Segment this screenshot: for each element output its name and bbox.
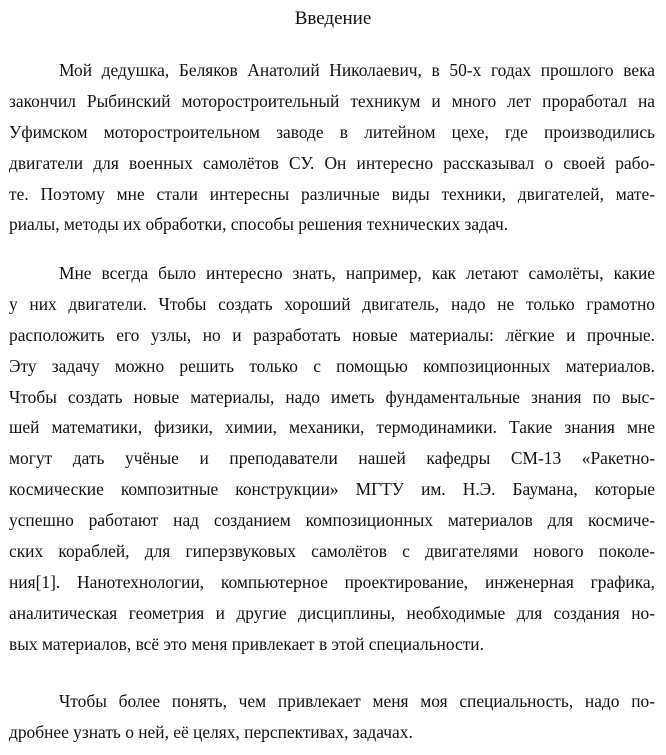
text-line: закончил Рыбинский моторостроительный техникум и много лет проработал на xyxy=(9,90,655,111)
text-line: дробнее узнать о ней, её целях, перспективах, задачах. xyxy=(9,721,413,742)
text-line: Эту задачу можно решить только с помощью композиционных материалов. xyxy=(9,355,655,376)
text-line: Мне всегда было интересно знать, например, как летают самолёты, какие xyxy=(59,263,655,283)
text-line: ния[1]. Нанотехнологии, компьютерное проектирование, инженерная графика, xyxy=(9,571,655,592)
text-line: расположить его узлы, но и разработать новые материалы: лёгкие и прочные. xyxy=(9,324,655,345)
paragraph-3 xyxy=(9,686,655,748)
text-line: Чтобы более понять, чем привлекает меня моя специальность, надо по- xyxy=(59,691,655,711)
text-line: вых материалов, всё это меня привлекает в этой специальности. xyxy=(9,633,484,654)
text-line: те. Поэтому мне стали интересны различные виды техники, двигателей, мате- xyxy=(9,183,655,204)
text-line: успешно работают над созданием композиционных материалов для космиче- xyxy=(9,510,655,531)
text-line: шей математики, физики, химии, механики, термодинамики. Такие знания мне xyxy=(9,417,655,438)
page-title: Введение xyxy=(294,8,372,29)
text-line: риалы, методы их обработки, способы решения технических задач. xyxy=(9,214,509,235)
paragraph-2 xyxy=(9,258,655,660)
text-line: Мой дедушка, Беляков Анатолий Николаевич, в 50-х годах прошлого века xyxy=(59,60,655,80)
text-line: ских кораблей, для гиперзвуковых самолётов с двигателями нового поколе- xyxy=(9,541,655,562)
text-line: у них двигатели. Чтобы создать хороший двигатель, надо не только грамотно xyxy=(9,293,655,314)
text-line: Чтобы создать новые материалы, надо иметь фундаментальные знания по выс- xyxy=(9,386,655,407)
text-line: двигатели для военных самолётов СУ. Он интересно рассказывал о своей рабо- xyxy=(9,152,655,173)
text-line: космические композитные конструкции» МГТУ им. Н.Э. Баумана, которые xyxy=(9,479,655,500)
text-line: аналитическая геометрия и другие дисциплины, необходимые для создания но- xyxy=(9,602,655,623)
paragraph-1 xyxy=(9,55,655,240)
text-line: могут дать учёные и преподаватели нашей кафедры СМ-13 «Ракетно- xyxy=(9,448,655,469)
text-line: Уфимском моторостроительном заводе в литейном цехе, где производились xyxy=(9,121,655,142)
